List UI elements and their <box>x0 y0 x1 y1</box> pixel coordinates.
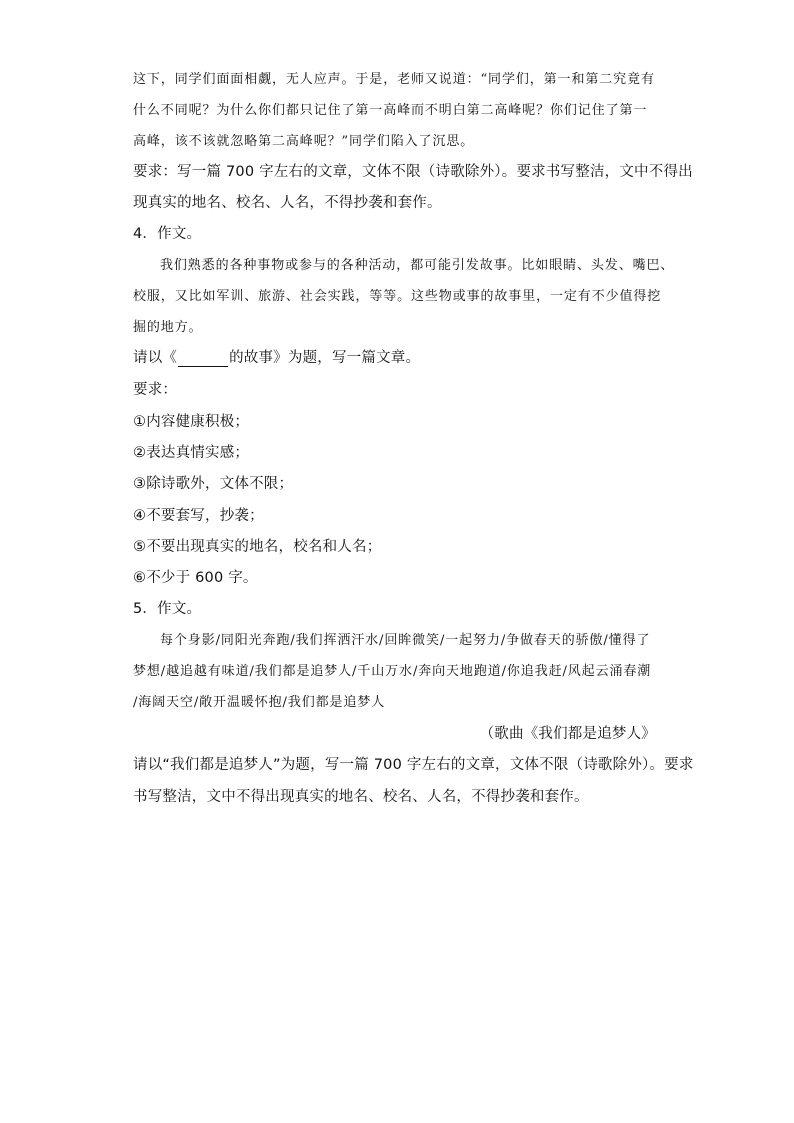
q4-material-line: 我们熟悉的各种事物或参与的各种活动，都可能引发故事。比如眼睛、头发、嘴巴、 <box>160 258 675 273</box>
q3-material-line: 这下，同学们面面相觑，无人应声。于是，老师又说道：“同学们，第一和第二究竟有 <box>133 72 655 87</box>
q4-prompt-before: 请以《 <box>133 350 178 366</box>
q4-prompt <box>133 346 420 367</box>
q3-requirement-line: 要求：写一篇 700 字左右的文章，文体不限（诗歌除外）。要求书写整洁，文中不得出 <box>133 164 693 180</box>
q4-requirement-item: ⑤不要出现真实的地名，校名和人名； <box>133 539 382 555</box>
q4-heading: 4．作文。 <box>133 226 202 242</box>
q4-material-line: 掘的地方。 <box>133 320 203 335</box>
q4-prompt-after: 的故事》为题，写一篇文章。 <box>229 350 421 366</box>
q5-source: （歌曲《我们都是追梦人》 <box>479 726 656 742</box>
q4-requirement-item: ⑥不少于 600 字。 <box>133 570 258 586</box>
q4-requirement-item: ④不要套写，抄袭； <box>133 508 264 524</box>
q5-lyrics-line: /海阔天空/敞开温暖怀抱/我们都是追梦人 <box>133 695 386 710</box>
q4-requirement-item: ①内容健康积极； <box>133 414 250 430</box>
q3-requirement-line: 现真实的地名、校名、人名，不得抄袭和套作。 <box>133 195 442 211</box>
q5-lyrics-line: 梦想/越追越有味道/我们都是追梦人/千山万水/奔向天地跑道/你追我赶/风起云涌春潮 <box>133 664 652 679</box>
q4-requirement-item: ②表达真情实感； <box>133 445 250 461</box>
q5-heading: 5．作文。 <box>133 601 202 617</box>
title-blank <box>178 352 228 367</box>
q5-prompt-line: 书写整洁，文中不得出现真实的地名、校名、人名，不得抄袭和套作。 <box>133 789 589 805</box>
q5-lyrics-line: 每个身影/同阳光奔跑/我们挥洒汗水/回眸微笑/一起努力/争做春天的骄傲/懂得了 <box>160 633 651 648</box>
q4-material-line: 校服，又比如军训、旅游、社会实践，等等。这些物或事的故事里，一定有不少值得挖 <box>133 289 662 304</box>
q4-requirement-item: ③除诗歌外，文体不限； <box>133 476 294 492</box>
q4-requirement-label: 要求： <box>133 382 178 398</box>
q3-material-line: 什么不同呢？为什么你们都只记住了第一高峰而不明白第二高峰呢？你们记住了第一 <box>133 103 648 118</box>
q3-material-line: 高峰，该不该就忽略第二高峰呢？”同学们陷入了沉思。 <box>133 134 475 149</box>
q5-prompt-line: 请以“我们都是追梦人”为题，写一篇 700 字左右的文章，文体不限（诗歌除外）。要求 <box>133 757 694 773</box>
